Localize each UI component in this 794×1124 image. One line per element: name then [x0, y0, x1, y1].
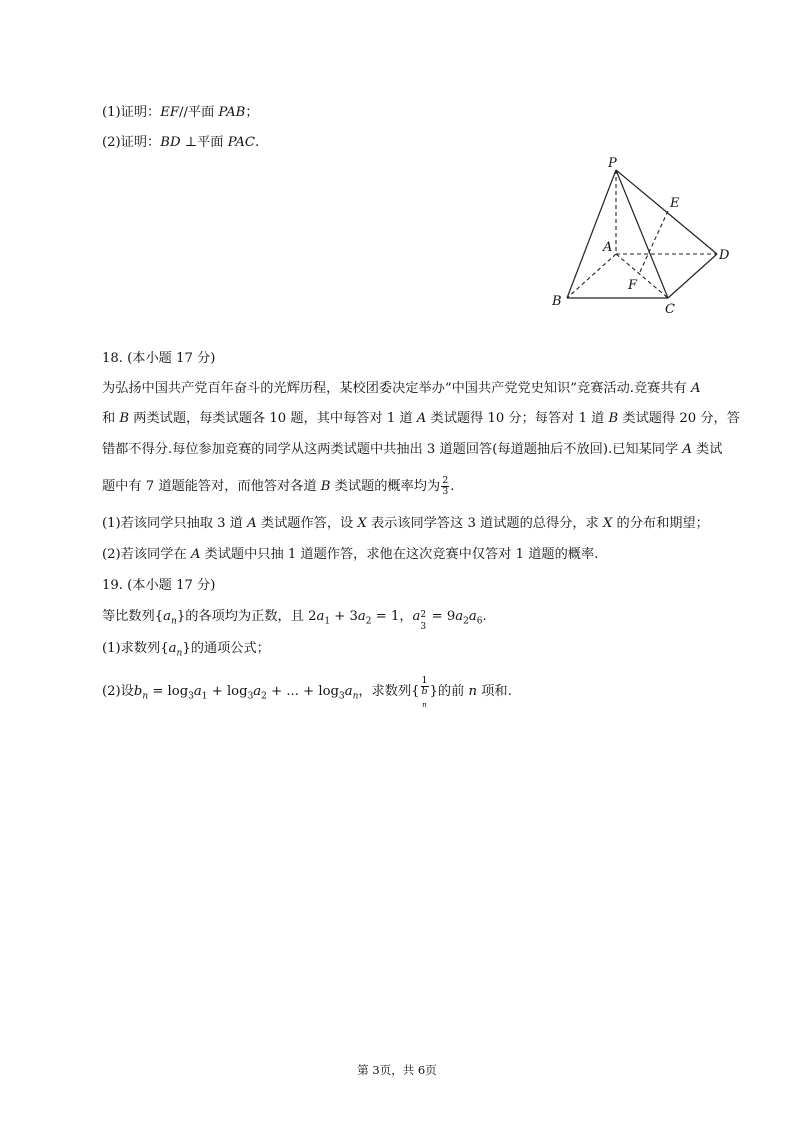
- label-c: C: [665, 302, 675, 317]
- q19-part1: (1)求数列$\{a_n\}$的通项公式；: [102, 641, 270, 659]
- edge-pc: [616, 170, 668, 298]
- q19-line1: 等比数列$\{a_n\}$的各项均为正数，且 $2a_1 + 3a_2 = 1$，a 2 3 = $9a_2a_6$.: [102, 609, 487, 632]
- label-a: A: [603, 240, 613, 255]
- edge-ab: [567, 254, 616, 298]
- q19-header: 19. (本小题 17 分): [102, 578, 216, 593]
- q18-part2: (2)若该同学在 A 类试题中只抽 1 道题作答，求他在这次竞赛中仅答对 1 道题的概率.: [102, 547, 599, 562]
- q17-part1: (1)证明：EF//平面 PAB；: [102, 105, 259, 120]
- label-d: D: [719, 248, 730, 263]
- pyramid-figure: [540, 150, 740, 320]
- label-e: E: [670, 196, 680, 211]
- q18-line2: 和 B 两类试题，每类试题各 10 题，其中每答对 1 道 A 类试题得 10 分；每答对 1 道 B 类试题得 20 分，答: [102, 411, 740, 426]
- segment-ef: [639, 211, 668, 274]
- edge-pd: [616, 170, 717, 254]
- q18-part1: (1)若该同学只抽取 3 道 A 类试题作答，设 X 表示该同学答这 3 道试题的总得分，求 X 的分布和期望；: [102, 516, 709, 531]
- q18-line3: 错都不得分.每位参加竞赛的同学从这两类试题中共抽出 3 道题回答(每道题抽后不放回).已知某同学 A 类试: [102, 442, 723, 457]
- fraction-two-thirds: $\frac{2}{3}$: [442, 475, 449, 497]
- edge-pb: [567, 170, 616, 298]
- fraction-one-over-bn: 1 b $_n$: [421, 675, 428, 709]
- q18-line1: 为弘扬中国共产党百年奋斗的光辉历程，某校团委决定举办“中国共产党党史知识”竞赛活动.竞赛共有 A: [102, 381, 701, 396]
- label-f: F: [628, 278, 638, 293]
- page-footer: 第 3页，共 6页: [357, 1063, 437, 1077]
- label-p: P: [608, 156, 617, 171]
- q18-line4: 题中有 7 道题能答对，而他答对各道 B 类试题的概率均为 $\frac{2}{3}$ .: [102, 475, 455, 497]
- q17-part2: (2)证明：BD ⊥平面 PAC.: [102, 135, 260, 150]
- label-b: B: [552, 294, 562, 309]
- edge-ac: [616, 254, 668, 298]
- edge-cd: [668, 254, 717, 298]
- q19-part2: (2)设$b_n = \log_3a_1 + \log_3a_2$ + ... + $\log_3a_n$，求数列{ 1 b $_n$ }的前 n 项和.: [102, 675, 512, 709]
- q18-header: 18. (本小题 17 分): [102, 351, 216, 366]
